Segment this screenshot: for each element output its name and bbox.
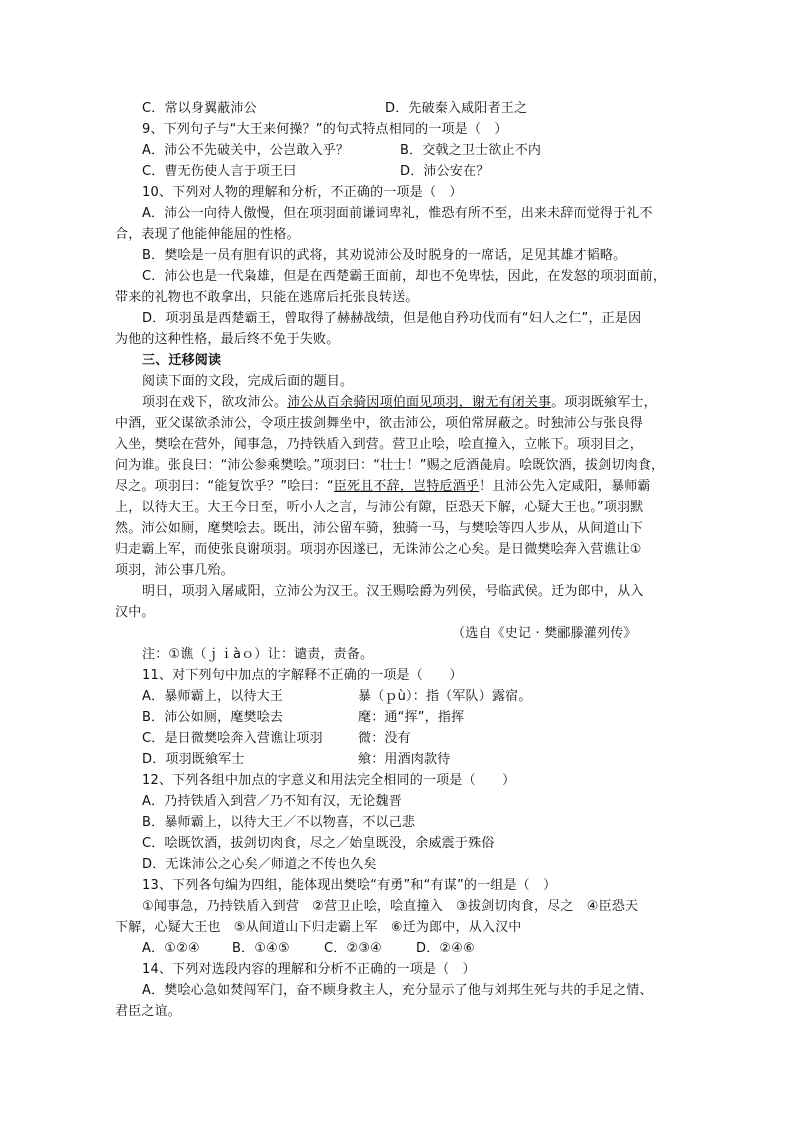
reading-instruction: 阅读下面的文段，完成后面的题目。 [142,374,354,389]
q11-stem: 11、对下列句中加点的字解释不正确的一项是（ ） [142,668,463,683]
q13-option-d: D．②④⑥ [416,941,475,956]
q11-option-d-sentence: D．项羽既飨军士 [142,752,245,767]
q10-option-c-line1: C．沛公也是一代枭雄，但是在西楚霸王面前，却也不免卑怯，因此，在发怒的项羽面前， [142,269,667,284]
passage-line-8: 归走霸上军，而使张良谢项羽。项羽亦因遂已，无诛沛公之心矣。是日微樊哙奔入营谯让① [115,542,642,557]
q9-option-c: C．曹无伤使人言于项王曰 [142,164,297,179]
q10-option-a-line2: 合，表现了他能伸能屈的性格。 [115,227,300,242]
q10-stem: 10、下列对人物的理解和分析，不正确的一项是（ ） [142,185,463,200]
passage-line-9: 项羽，沛公事几殆。 [115,563,234,578]
q14-option-a-line2: 君臣之谊。 [115,1004,182,1019]
underlined-sentence-1: 沛公从百余骑因项伯面见项羽，谢无有闭关事 [287,395,552,410]
q12-option-a: A．乃持铁盾入到营／乃不知有汉，无论魏晋 [142,794,402,809]
section-title: 三、迁移阅读 [142,353,222,368]
q9-option-a: A．沛公不先破关中，公岂敢入乎？ [142,143,350,158]
q9-stem: 9、下列句子与“大王来何操？”的句式特点相同的一项是（ ） [142,122,508,137]
passage-line-2: 中酒，亚父谋欲杀沛公，令项庄拔剑舞坐中，欲击沛公，项伯常屏蔽之。时独沛公与张良得 [115,416,644,431]
q14-stem: 14、下列对选段内容的理解和分析不正确的一项是（ ） [142,962,476,977]
q13-option-a: A．①②④ [142,941,200,956]
q11-option-a-explanation: 暴（ｐù）：指（军队）露宿。 [358,689,532,704]
q10-option-b: B．樊哙是一员有胆有识的武将，其劝说沛公及时脱身的一席话，足见其雄才韬略。 [142,248,627,263]
q13-items-line1: ①闻事急，乃持铁盾入到营 ②营卫止哙，哙直撞入 ③拔剑切肉食，尽之 ④臣恐天 [142,899,639,914]
q11-option-c-sentence: C．是日微樊哙奔入营谯让项羽 [142,731,323,746]
q12-option-b: B．暴师霸上，以待大王／不以物喜，不以己悲 [142,815,416,830]
passage-line-1: 项羽在戏下，欲攻沛公。沛公从百余骑因项伯面见项羽，谢无有闭关事。项羽既飨军士， [142,395,657,410]
q11-option-b-sentence: B．沛公如厕，麾樊哙去 [142,710,284,725]
passage-line-5: 尽之。项羽曰：“能复饮乎？”哙曰：“臣死且不辞，岂特卮酒乎！且沛公先入定咸阳，暴师霸 [115,479,651,494]
q13-option-c: C．②③④ [324,941,383,956]
q12-option-d: D．无诛沛公之心矣／师道之不传也久矣 [142,857,377,872]
q8-option-d: D．先破秦入咸阳者王之 [385,101,528,116]
q13-items-line2: 下解，心疑大王也 ⑤从间道山下归走霸上军 ⑥迁为郎中，从入汉中 [115,920,522,935]
q8-option-c: C．常以身翼蔽沛公 [142,101,257,116]
q11-option-a-sentence: A．暴师霸上，以待大王 [142,689,284,704]
passage-note: 注：①谯（ｊｉàｏ）让：谴责，责备。 [142,647,374,662]
q12-option-c: C．哙既饮酒，拔剑切肉食，尽之／始皇既没，余威震于殊俗 [142,836,495,851]
q13-option-b: B．①④⑤ [232,941,290,956]
passage-source: （选自《史记 · 樊郦滕灌列传》 [452,626,637,641]
passage-line-11: 汉中。 [115,605,155,620]
q9-option-d: D．沛公安在？ [400,164,490,179]
q9-option-b: B．交戟之卫士欲止不内 [400,143,542,158]
passage-line-3: 入坐，樊哙在营外，闻事急，乃持铁盾入到营。营卫止哙，哙直撞入，立帐下。项羽目之， [115,437,644,452]
q11-option-b-explanation: 麾：通“挥”，指挥 [358,710,465,725]
q10-option-d-line1: D．项羽虽是西楚霸王，曾取得了赫赫战绩，但是他自矜功伐而有“妇人之仁”，正是因 [142,311,642,326]
q10-option-a-line1: A．沛公一向待人傲慢，但在项羽面前谦词卑礼，惟恐有所不至，出来未辞而觉得于礼不 [142,206,653,221]
q10-option-c-line2: 带来的礼物也不敢拿出，只能在逃席后托张良转送。 [115,290,419,305]
passage-line-7: 然。沛公如厕，麾樊哙去。既出，沛公留车骑，独骑一马，与樊哙等四人步从，从间道山下 [115,521,644,536]
passage-line-6: 上，以待大王。大王今日至，听小人之言，与沛公有隙，臣恐天下解，心疑大王也。”项羽默 [115,500,644,515]
passage-line-10: 明日，项羽入屠咸阳，立沛公为汉王。汉王赐哙爵为列侯，号临武侯。迁为郎中，从入 [142,584,644,599]
q11-option-d-explanation: 飨：用酒肉款待 [358,752,451,767]
q10-option-d-line2: 为他的这种性格，最后终不免于失败。 [115,332,340,347]
q13-stem: 13、下列各句编为四组，能体现出樊哙“有勇”和“有谋”的一组是（ ） [142,878,557,893]
q12-stem: 12、下列各组中加点的字意义和用法完全相同的一项是（ ） [142,773,516,788]
passage-line-4: 问为谁。张良曰：“沛公参乘樊哙。”项羽曰：“壮士！”赐之卮酒彘肩。哙既饮酒，拔剑切肉食， [115,458,665,473]
q11-option-c-explanation: 微：没有 [358,731,411,746]
q14-option-a-line1: A．樊哙心急如焚闯军门，奋不顾身救主人，充分显示了他与刘邦生死与共的手足之情、 [142,983,653,998]
underlined-sentence-2: 臣死且不辞，岂特卮酒乎 [333,479,480,494]
